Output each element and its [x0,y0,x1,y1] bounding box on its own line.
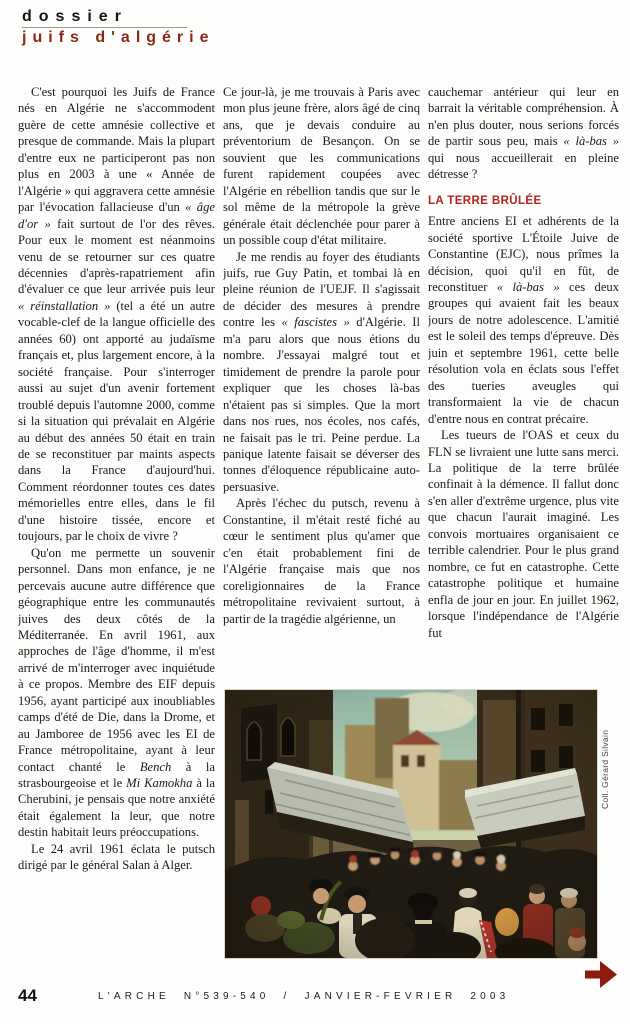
article-paragraph: C'est pourquoi les Juifs de France nés en Algérie ne s'accommodent guère de cette amnésie collective et presque de commande. Mais la plupart d'entre eux ne participeront pas non plus en 2003 à une « Année de l'Algérie » qui aggravera cette amnésie par l'évocation fallacieuse d'un « âge d'or » fait surtout de l'or des rêves. Pour eux le moment est néanmoins venu de se retourner sur ces quatre décennies d'après-rapatriement afin d'évaluer ce que leur arrivée puis leur « réinstallation » (tel a été un autre vocable-clef de la langue officielle des années 60) ont apporté au judaïsme français et, plus largement encore, à la société française. Pour s'interroger aussi au sujet d'un avenir fortement troublé depuis l'automne 2000, comme si la situation qui prévalait en Algérie au début des années 50 était en train de se reconstituer par maints aspects dans la France d'aujourd'hui. Comment réordonner toutes ces dates mémorielles entre elles, dans le fil d'une histoire tissée, encore et toujours, par le choix de vivre ? [18,85,215,544]
page-number: 44 [18,986,37,1005]
arrow-head [600,961,617,988]
article-paragraph: Entre anciens EI et adhérents de la société sportive L'Étoile Juive de Constantine (EJC), nous prîmes la décision, quoi qu'il en fût, de reconstituer « là-bas » ces deux groupes qui avaient fait les beaux jours de notre adolescence. L'amitié est le soleil des temps d'épreuve. Dès juin et septembre 1961, cette belle résolution vola en éclats sous l'effet des tueries aveugles qui transformaient la vie de chacun d'entre nous en contrat précaire. [428,214,619,426]
dossier-kicker: dossier [22,8,128,25]
article-column-2 [223,84,420,676]
photo-credit: Coll. Gérard Silvain [600,729,610,809]
kicker-underline [22,27,187,28]
article-paragraph: cauchemar antérieur qui leur en barrait la véritable compréhension. À n'en plus douter, nous serions forcés de partir sous peu, mais « là-bas » qui nous accueillerait en pleine détresse ? [428,85,619,182]
market-photo [225,690,597,958]
article-column-3 [428,84,619,676]
article-column-1 [18,84,215,964]
journal-footer-line: L'ARCHE N°539-540 / JANVIER-FEVRIER 2003 [98,991,510,1002]
article-paragraph: Le 24 avril 1961 éclata le putsch dirigé par le général Salan à Alger. [18,841,215,873]
article-paragraph: Qu'on me permette un souvenir personnel. Dans mon enfance, je ne percevais aucune autre différence que géographique entre les communautés juives des deux côtés de la Méditerranée. En avril 1961, aux approches de l'âge d'homme, il m'est arrivé de m'interroger avec inquiétude à ce propos. Membre des EIF depuis 1956, ayant participé aux inoubliables camps d'été de Die, dans la Drome, et au Jamboree de 1956 avec les EI de France métropolitaine, ayant à leur contact chanté le Bench à la strasbourgeoise et le Mi Kamokha à la Cherubini, je pensais que notre anxiété était également la leur, que notre destin habitait leurs préoccupations. [18,545,215,840]
section-heading: LA TERRE BRÛLÉE [428,194,542,207]
article-paragraph: Je me rendis au foyer des étudiants juifs, rue Guy Patin, et tombai là en pleine réunion de l'UEJF. Il s'agissait de décider des mesures à prendre contre les « fascistes » d'Algérie. Il m'a paru alors que nous étions du nombre. J'essayai malgré tout et timidement de prendre la parole pour expliquer que les choses là-bas n'étaient pas si simples. Que la mort dans nos rues, nos écoles, nos cafés, ne faisait pas le tri. Peine perdue. La panique latente faisait se déverser des tonnes d'éloquence républicaine auto-persuasive. [223,249,420,494]
dossier-subtitle: juifs d'algérie [22,29,215,46]
market-photo-illustration [225,690,597,958]
continuation-arrow-icon [584,961,618,988]
article-paragraph: Après l'échec du putsch, revenu à Constantine, il m'était resté fiché au cœur le sentiment plus qu'amer que c'en était probablement fini de l'Algérie française mais que nos coreligionnaires de la France métropolitaine revivaient surtout, à partir de la tragédie algérienne, un [223,496,420,626]
article-paragraph: Les tueurs de l'OAS et ceux du FLN se livraient une lutte sans merci. La politique de la terre brûlée confinait à la démence. Il fallut donc s'en aller d'extrême urgence, plus vite que chacun l'aurait imaginé. Les convois mortuaires organisaient ce terrible calendrier. Pour le plus grand nombre, ce fut en catastrophe. Cette catastrophe politique et humaine enfla de jour en jour. En juillet 1962, lorsque l'indépendance de l'Algérie fut [428,428,619,640]
article-paragraph: Ce jour-là, je me trouvais à Paris avec mon plus jeune frère, alors âgé de cinq ans, que je devais conduire au préventorium de Besançon. On se souvient que les communications furent rapidement coupées avec l'Algérie en rébellion tandis que sur le sol même de la métropole la grève générale était déclenchée pour parer à un possible coup d'état militaire. [223,85,420,248]
